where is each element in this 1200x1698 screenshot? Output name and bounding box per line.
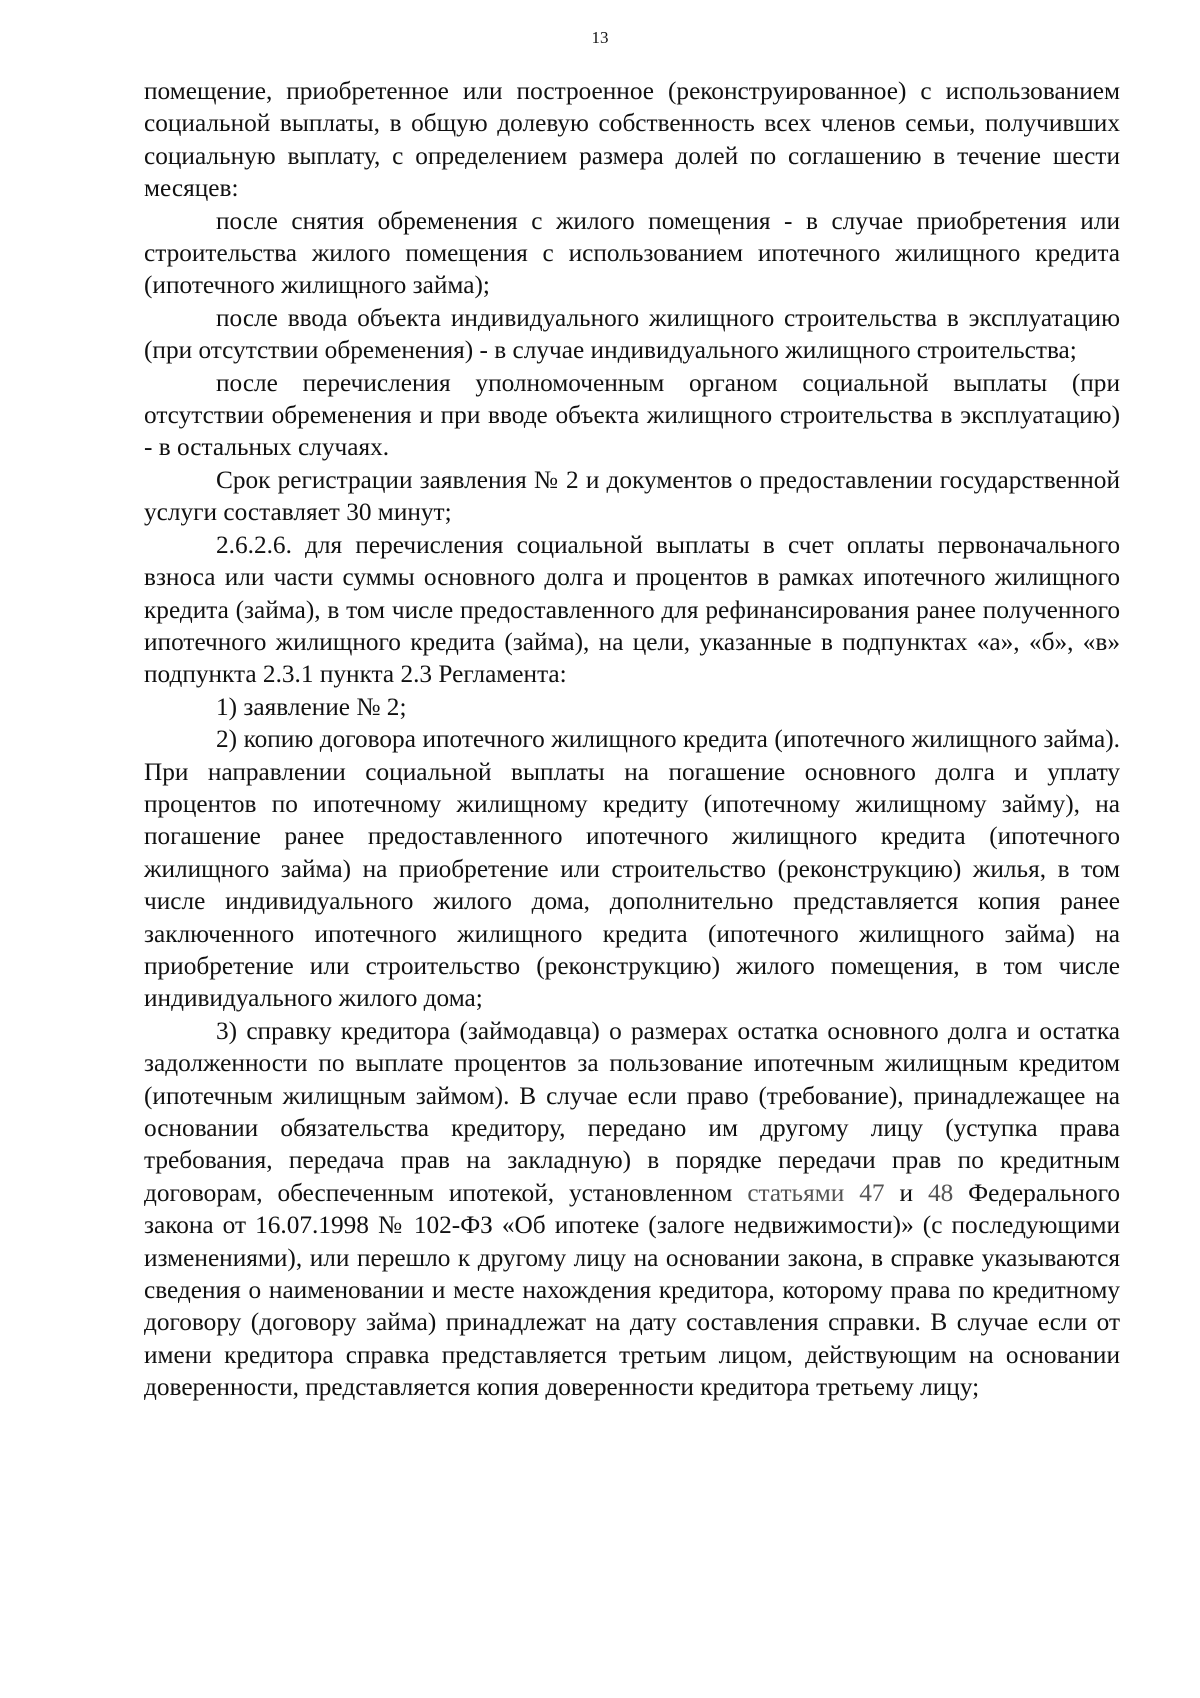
law-articles-reference: статьями 47 — [747, 1178, 885, 1207]
creditor-certificate-text-3: Федерального закона от 16.07.1998 № 102-ФЗ «Об ипотеке (залоге недвижимости)» (с последующими изменениями), или перешло к другому лицу на основании закона, в справке указываются сведения о наименовании и месте нахождения кредитора, которому права по кредитному договору (договору займа) принадлежат на дату составления справки. В случае если от имени кредитора справка представляется третьим лицом, действующим на основании доверенности, представляется копия доверенности кредитора третьему лицу; — [144, 1178, 1120, 1402]
paragraph-after-transfer: после перечисления уполномоченным органом социальной выплаты (при отсутствии обременения и при вводе объекта жилищного строительства в эксплуатацию) - в остальных случаях. — [144, 368, 1120, 462]
paragraph-registration-term: Срок регистрации заявления № 2 и документов о предоставлении государственной услуги составляет 30 минут; — [144, 465, 1120, 527]
paragraph-after-commissioning: после ввода объекта индивидуального жилищного строительства в эксплуатацию (при отсутствии обременения) - в случае индивидуального жилищного строительства; — [144, 303, 1120, 365]
list-item-application: 1) заявление № 2; — [216, 692, 407, 721]
paragraph-2-6-2-6: 2.6.2.6. для перечисления социальной выплаты в счет оплаты первоначального взноса или части суммы основного долга и процентов в рамках ипотечного жилищного кредита (займа), в том числе предоставленного для рефинансирования ранее полученного ипотечного жилищного кредита (займа), на цели, указанные в подпунктах «а», «б», «в» подпункта 2.3.1 пункта 2.3 Регламента: — [144, 530, 1120, 689]
page-number: 13 — [591, 28, 609, 47]
creditor-certificate-text-2: и — [884, 1178, 928, 1207]
paragraph-ownership-registration: помещение, приобретенное или построенное (реконструированное) с использованием социальной выплаты, в общую долевую собственность всех членов семьи, получивших социальную выплату, с определением размера долей по соглашению в течение шести месяцев: — [144, 77, 1120, 203]
document-body — [144, 75, 1120, 1404]
creditor-certificate-text-1: 3) справку кредитора (займодавца) о размерах остатка основного долга и остатка задолженности по выплате процентов за пользование ипотечным жилищным кредитом (ипотечным жилищным займом). В случае если право (требование), принадлежащее на основании обязательства кредитору, передано им другому лицу (уступка права требования, передача прав на закладную) в порядке передачи прав по кредитным договорам, обеспеченным ипотекой, установленном — [144, 1016, 1120, 1207]
law-article-48-reference: 48 — [927, 1178, 954, 1207]
paragraph-after-encumbrance-removal: после снятия обременения с жилого помещения - в случае приобретения или строительства жилого помещения с использованием ипотечного жилищного кредита (ипотечного жилищного займа); — [144, 206, 1120, 300]
list-item-mortgage-contract-copy: 2) копию договора ипотечного жилищного кредита (ипотечного жилищного займа). При направлении социальной выплаты на погашение основного долга и уплату процентов по ипотечному жилищному кредиту (ипотечному жилищному займу), на погашение ранее предоставленного ипотечного жилищного кредита (ипотечного жилищного займа) на приобретение или строительство (реконструкцию) жилья, в том числе индивидуального жилого дома, дополнительно представляется копия ранее заключенного ипотечного жилищного кредита (ипотечного жилищного займа) на приобретение или строительство (реконструкцию) жилого помещения, в том числе индивидуального жилого дома; — [144, 725, 1120, 1013]
list-item-creditor-certificate — [144, 1015, 1120, 1404]
